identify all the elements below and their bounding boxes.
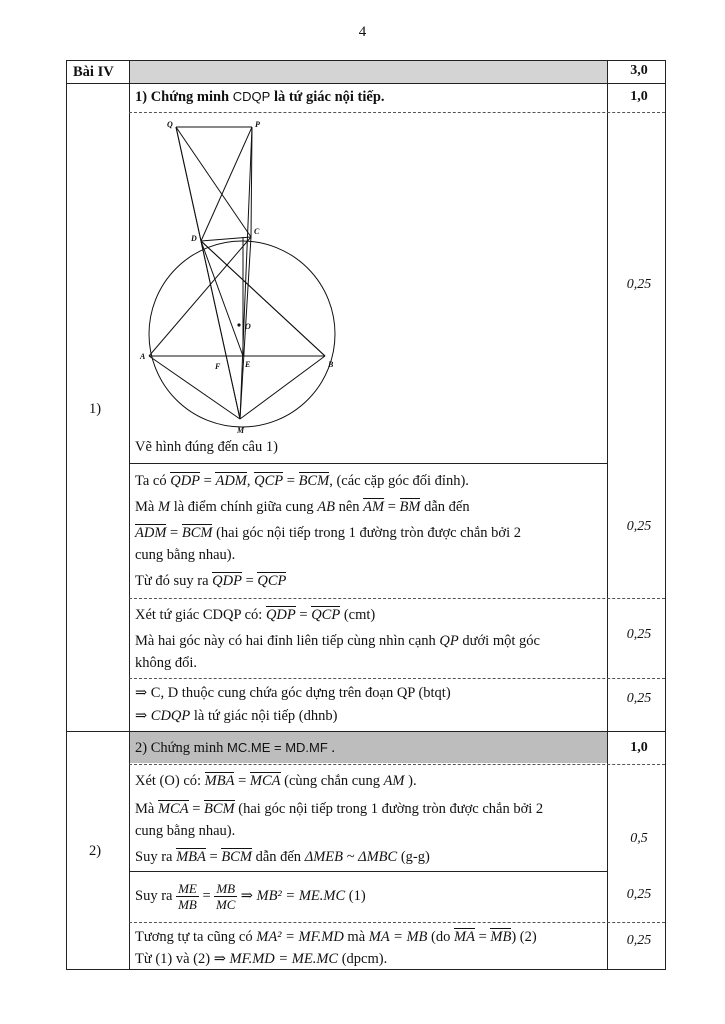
p1b4-line1: ⇒ C, D thuộc cung chứa góc dựng trên đoạn QP (btqt) — [135, 685, 451, 701]
label-o: O — [245, 322, 251, 331]
p1b2-line3: ADM = BCM (hai góc nội tiếp trong 1 đường tròn được chắn bởi 2 — [135, 525, 521, 541]
part2-score: 1,0 — [630, 740, 648, 755]
p1b2-line5: Từ đó suy ra QDP = QCP — [135, 573, 287, 589]
label-c: C — [254, 227, 260, 236]
label-a: A — [140, 352, 146, 361]
label-f: F — [215, 362, 221, 371]
geometry-figure — [139, 117, 359, 437]
p1b3-line3: không đổi. — [135, 655, 198, 671]
p1b2-line4: cung bằng nhau). — [135, 547, 236, 563]
label-m: M — [237, 426, 245, 435]
p1b2-score: 0,25 — [626, 519, 652, 534]
p1b2-line1: Ta có QDP = ADM, QCP = BCM, (các cặp góc đối đỉnh). — [135, 473, 469, 489]
p2b2-line: Suy ra $\frac{ME}{MB}$ = $\frac{MB}{MC}$ ⇒ MB² = ME.MC (1) — [135, 881, 366, 913]
p2b2-score: 0,25 — [626, 887, 652, 902]
p2b3-score: 0,25 — [626, 933, 652, 948]
part2-title: 2) Chứng minh MC.ME = MD.MF . — [135, 740, 336, 756]
p2b1-line3: cung bằng nhau). — [135, 823, 236, 839]
label-d: D — [191, 234, 197, 243]
label-e: E — [245, 360, 251, 369]
page-number: 4 — [358, 24, 367, 40]
label-p: P — [255, 120, 260, 129]
header-shade — [129, 61, 607, 83]
p1b3-line1: Xét tứ giác CDQP có: QDP = QCP (cmt) — [135, 607, 376, 623]
p2b1-line4: Suy ra MBA = BCM dẫn đến ΔMEB ~ ΔMBC (g-g) — [135, 849, 430, 865]
fraction-me-mb: $\frac{ME}{MB}$ — [178, 881, 197, 913]
p1b2-line2: Mà M là điểm chính giữa cung AB nên AM = BM dẫn đến — [135, 499, 470, 515]
p2b1-score: 0,5 — [630, 831, 648, 846]
p2b3-line1: Tương tự ta cũng có MA² = MF.MD mà MA = MB (do MA = MB) (2) — [135, 929, 537, 945]
p2b3-line2: Từ (1) và (2) ⇒ MF.MD = ME.MC (dpcm). — [135, 951, 388, 967]
answer-table — [66, 60, 666, 970]
figure-score: 0,25 — [626, 277, 652, 292]
p2b1-line2: Mà MCA = BCM (hai góc nội tiếp trong 1 đường tròn được chắn bởi 2 — [135, 801, 544, 817]
label-b: B — [328, 360, 334, 369]
section-label: Bài IV — [73, 64, 114, 80]
fraction-mb-mc: $\frac{MB}{MC}$ — [215, 881, 236, 913]
label-q: Q — [167, 120, 173, 129]
figure-caption: Vẽ hình đúng đến câu 1) — [135, 439, 278, 455]
p2b1-line1: Xét (O) có: MBA = MCA (cùng chắn cung AM ). — [135, 773, 417, 789]
part1-score: 1,0 — [630, 89, 648, 104]
p1b4-line2: ⇒ CDQP là tứ giác nội tiếp (dhnb) — [135, 708, 338, 724]
p1b3-score: 0,25 — [626, 627, 652, 642]
p1b4-score: 0,25 — [626, 691, 652, 706]
p1b3-line2: Mà hai góc này có hai đỉnh liên tiếp cùng nhìn cạnh QP dưới một góc — [135, 633, 540, 649]
part1-row-label: 1) — [89, 401, 102, 417]
part2-row-label: 2) — [89, 843, 102, 859]
part1-title: 1) Chứng minh CDQP là tứ giác nội tiếp. — [135, 89, 385, 105]
circle-o — [149, 241, 335, 427]
section-total-score: 3,0 — [630, 63, 648, 78]
